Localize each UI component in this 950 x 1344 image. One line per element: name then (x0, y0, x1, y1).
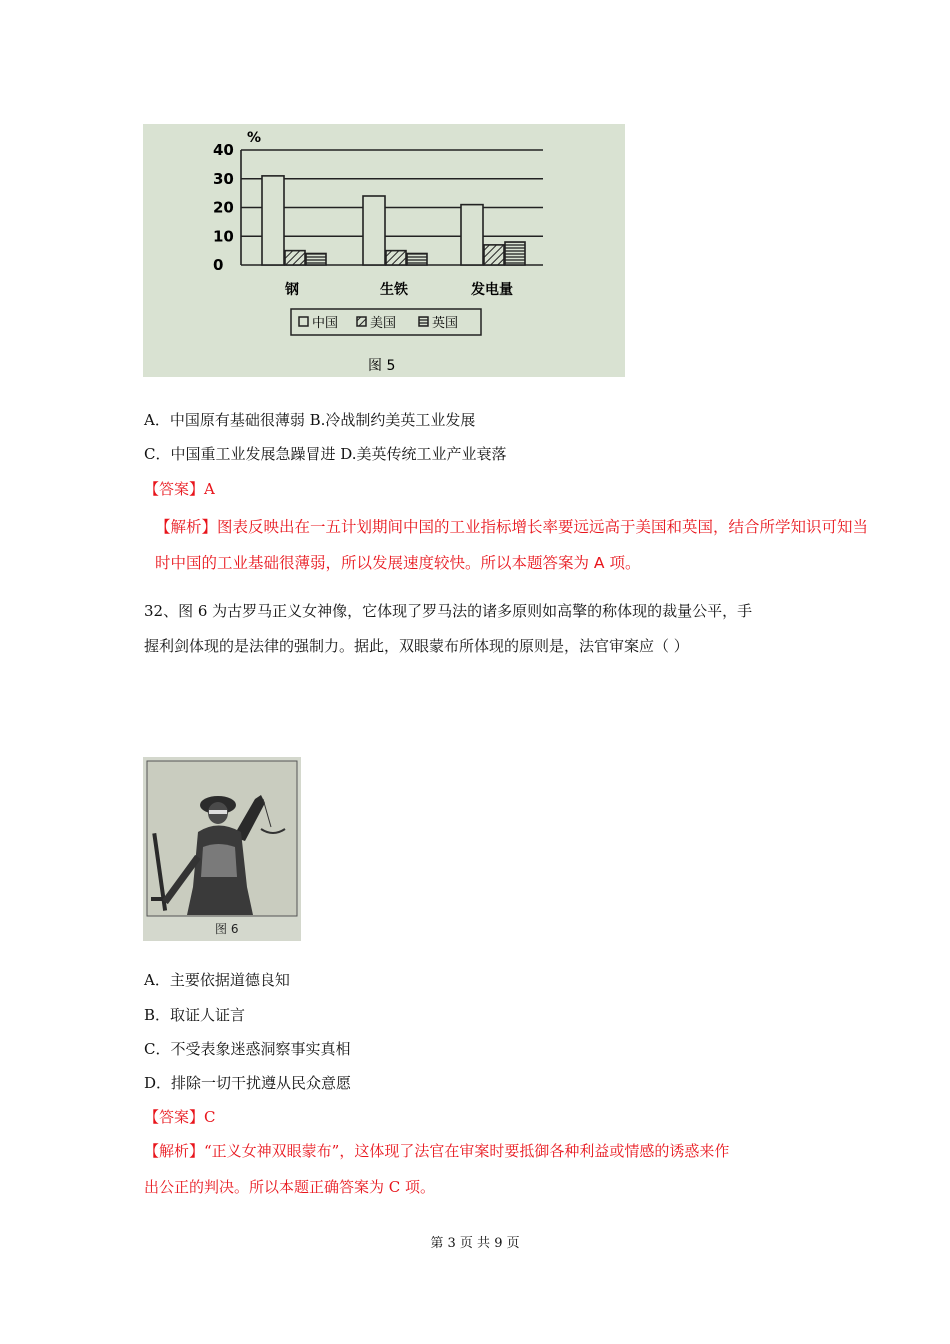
q31-options-ab: A．中国原有基础很薄弱 B.冷战制约美英工业发展 (144, 411, 476, 429)
q32-analysis-line2: 出公正的判决。所以本题正确答案为 C 项。 (144, 1178, 436, 1196)
q31-analysis-line1: 【解析】图表反映出在一五计划期间中国的工业指标增长率要远远高于美国和英国，结合所学知识可知当 (155, 518, 869, 536)
y-tick-label: 20 (213, 198, 234, 217)
bar (363, 196, 385, 265)
category-label: 发电量 (471, 282, 513, 298)
bar (505, 242, 525, 265)
justitia-statue-image (143, 757, 301, 941)
chart-unit-label: % (247, 130, 262, 146)
q32-answer: 【答案】C (144, 1108, 216, 1126)
legend-label-uk: 英国 (432, 316, 459, 331)
q31-options-cd: C．中国重工业发展急躁冒进 D.美英传统工业产业衰落 (144, 445, 507, 463)
y-tick-label: 10 (213, 227, 234, 246)
legend-label-china: 中国 (312, 316, 339, 331)
category-label: 钢 (285, 282, 299, 298)
bar (285, 251, 305, 265)
legend-label-usa: 美国 (370, 316, 397, 331)
q32-option-d: D．排除一切干扰遵从民众意愿 (144, 1074, 352, 1092)
category-label: 生铁 (380, 282, 408, 298)
q32-option-a: A．主要依据道德良知 (144, 971, 290, 989)
bar (262, 176, 284, 265)
q32-stem-line1: 32、图 6 为古罗马正义女神像，它体现了罗马法的诸多原则如高擎的称体现的裁量公平，手 (144, 602, 753, 620)
bar (407, 254, 427, 266)
figure-5-chart (143, 124, 625, 377)
q31-analysis-line2: 时中国的工业基础很薄弱，所以发展速度较快。所以本题答案为 A 项。 (155, 554, 641, 572)
chart-svg (143, 124, 625, 377)
legend-swatch-usa (357, 317, 366, 326)
bar (484, 245, 504, 265)
bar (386, 251, 406, 265)
legend-swatch-uk (419, 317, 428, 326)
q32-analysis-line1: 【解析】“正义女神双眼蒙布”，这体现了法官在审案时要抵御各种利益或情感的诱惑来作 (144, 1142, 730, 1160)
q32-stem-line2: 握利剑体现的是法律的强制力。据此，双眼蒙布所体现的原则是，法官审案应（ ） (144, 637, 689, 655)
y-tick-label: 30 (213, 169, 234, 188)
page-footer: 第 3 页 共 9 页 (430, 1236, 520, 1251)
legend-swatch-china (299, 317, 308, 326)
q31-answer: 【答案】A (144, 480, 215, 498)
figure-5-caption: 图 5 (368, 358, 396, 374)
q32-option-c: C．不受表象迷惑洞察事实真相 (144, 1040, 351, 1058)
bar (306, 254, 326, 266)
figure-6-caption: 图 6 (215, 922, 239, 936)
bar (461, 205, 483, 265)
figure-6-justitia-photo (143, 757, 301, 941)
y-tick-label: 40 (213, 141, 234, 159)
q32-option-b: B．取证人证言 (144, 1006, 246, 1024)
y-tick-label: 0 (213, 256, 224, 274)
